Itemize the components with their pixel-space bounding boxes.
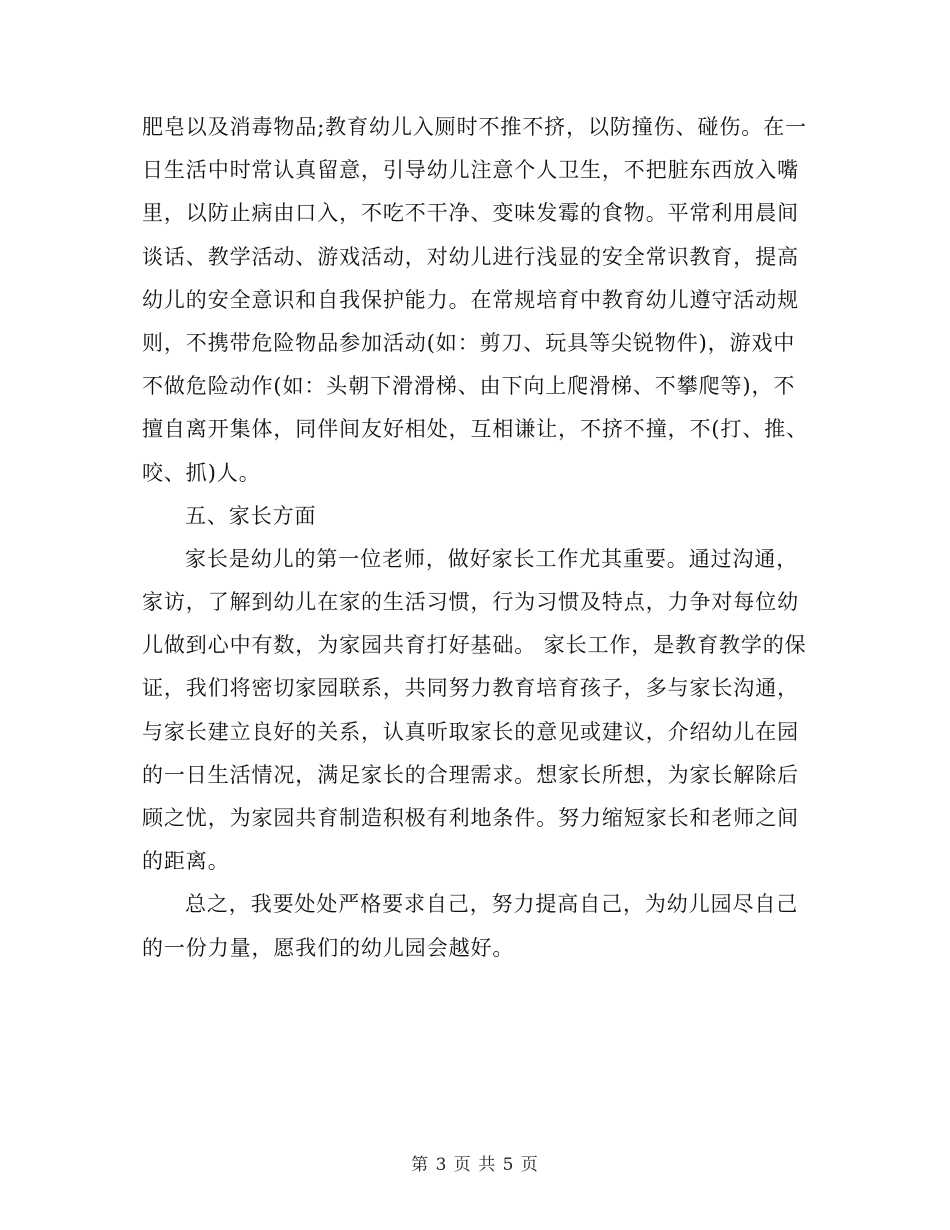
paragraph-line: 顾之忧，为家园共育制造积极有利地条件。努力缩短家长和老师之间 bbox=[142, 806, 799, 830]
paragraph-line: 家访，了解到幼儿在家的生活习惯，行为习惯及特点，力争对每位幼 bbox=[142, 590, 799, 615]
paragraph-line: 肥皂以及消毒物品;教育幼儿入厕时不推不挤，以防撞伤、碰伤。在一 bbox=[142, 115, 807, 139]
paragraph-line: 日生活中时常认真留意，引导幼儿注意个人卫生，不把脏东西放入嘴 bbox=[142, 158, 799, 183]
paragraph-line: 谈话、教学活动、游戏活动，对幼儿进行浅显的安全常识教育，提高 bbox=[142, 244, 799, 269]
paragraph-line: 咬、抓)人。 bbox=[142, 460, 261, 485]
paragraph-line: 家长是幼儿的第一位老师，做好家长工作尤其重要。通过沟通， bbox=[185, 546, 799, 571]
paragraph-line: 里，以防止病由口入，不吃不干净、变味发霉的食物。平常利用晨间 bbox=[142, 201, 799, 226]
document-body bbox=[142, 106, 807, 970]
paragraph-line: 的一份力量，愿我们的幼儿园会越好。 bbox=[142, 935, 515, 960]
paragraph-line: 的距离。 bbox=[142, 849, 230, 874]
paragraph-line: 擅自离开集体，同伴间友好相处，互相谦让，不挤不撞，不(打、推、 bbox=[142, 417, 809, 442]
paragraph-line: 儿做到心中有数，为家园共育打好基础。 家长工作，是教育教学的保 bbox=[142, 633, 807, 658]
paragraph-line: 证，我们将密切家园联系，共同努力教育培育孩子，多与家长沟通， bbox=[142, 676, 799, 701]
paragraph-line: 则，不携带危险物品参加活动(如：剪刀、玩具等尖锐物件)，游戏中 bbox=[142, 330, 796, 355]
page-number-footer: 第 3 页 共 5 页 bbox=[411, 1155, 539, 1175]
paragraph-line: 幼儿的安全意识和自我保护能力。在常规培育中教育幼儿遵守活动规 bbox=[142, 287, 799, 312]
paragraph-line: 与家长建立良好的关系，认真听取家长的意见或建议，介绍幼儿在园 bbox=[142, 719, 799, 744]
section-heading: 五、家长方面 bbox=[185, 503, 317, 528]
paragraph-line: 不做危险动作(如：头朝下滑滑梯、由下向上爬滑梯、不攀爬等)，不 bbox=[142, 374, 796, 399]
paragraph-line: 总之，我要处处严格要求自己，努力提高自己，为幼儿园尽自己 bbox=[185, 892, 799, 917]
paragraph-line: 的一日生活情况，满足家长的合理需求。想家长所想，为家长解除后 bbox=[142, 762, 799, 787]
